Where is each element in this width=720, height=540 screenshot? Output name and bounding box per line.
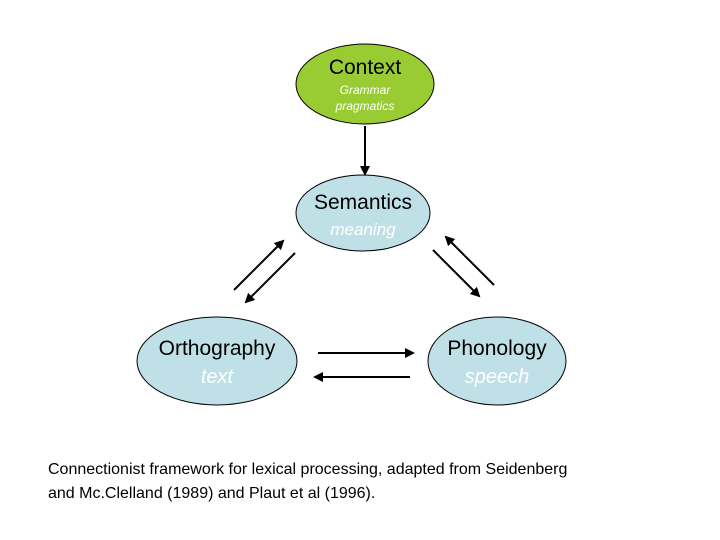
arrow-semantics-to-orthography [246,253,295,302]
context-node [296,44,434,124]
context-subtitle-line1: Grammar [339,83,391,97]
context-title: Context [328,56,402,79]
phonology-title: Phonology [447,337,547,360]
semantics-subtitle: meaning [330,220,396,239]
semantics-title: Semantics [313,191,413,214]
arrow-orthography-to-semantics [234,241,283,290]
semantics-node [296,175,430,251]
arrow-semantics-to-phonology [433,250,479,296]
phonology-subtitle: speech [464,366,530,388]
orthography-title: Orthography [158,337,276,360]
orthography-subtitle: text [200,366,234,388]
arrow-phonology-to-semantics [446,237,494,285]
orthography-node [137,317,297,405]
figure-caption [48,458,688,506]
caption-line-2: and Mc.Clelland (1989) and Plaut et al (1996). [48,485,376,502]
phonology-node [428,317,566,405]
orthography-ellipse [137,317,297,405]
context-subtitle-line2: pragmatics [335,99,395,113]
caption-line-1: Connectionist framework for lexical processing, adapted from Seidenberg [48,461,568,478]
phonology-ellipse [428,317,566,405]
